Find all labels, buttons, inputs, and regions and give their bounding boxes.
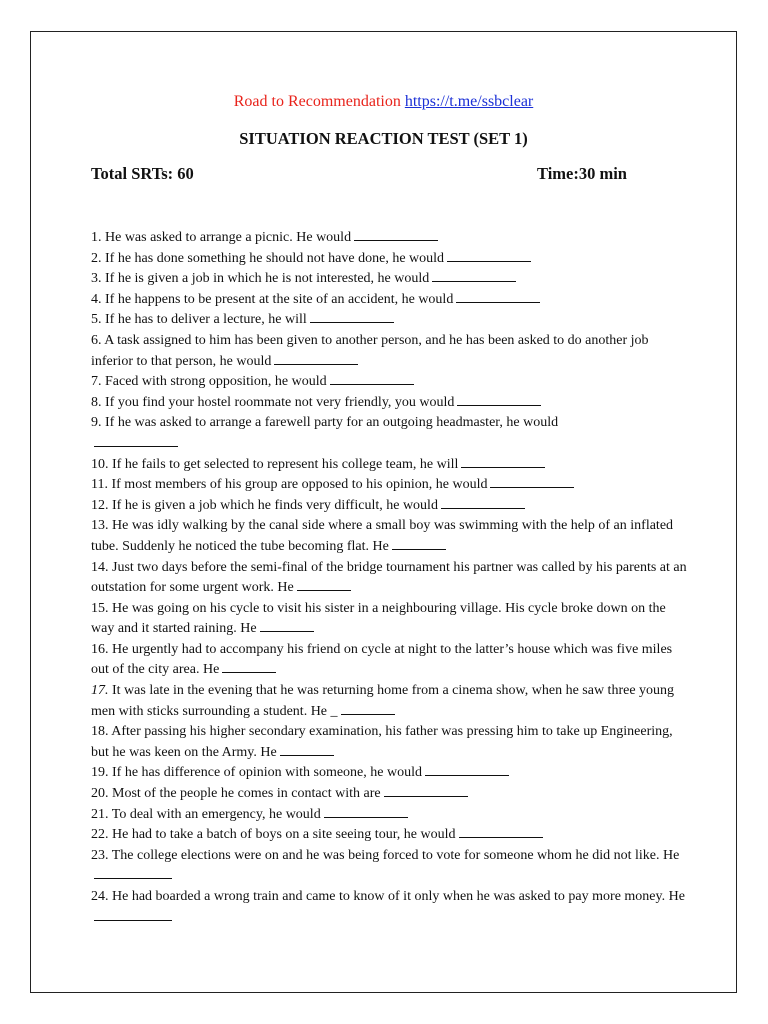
answer-blank (392, 537, 446, 550)
question-text: 6. A task assigned to him has been given to another person, and he has been asked to do another job inferior to that person, he would (91, 332, 649, 369)
answer-blank (222, 660, 276, 673)
answer-blank (432, 269, 516, 282)
question-item (91, 372, 691, 393)
question-text: 3. If he is given a job in which he is not interested, he would (91, 271, 430, 287)
answer-blank (94, 866, 172, 879)
question-item (91, 516, 691, 557)
question-item (91, 784, 691, 805)
answer-blank (354, 228, 438, 241)
question-item (91, 310, 691, 331)
question-text: 19. If he has difference of opinion with someone, he would (91, 765, 422, 781)
answer-blank (461, 455, 545, 468)
question-text: 15. He was going on his cycle to visit his sister in a neighbouring village. His cycle broke down on the way and it started raining. He (91, 600, 666, 637)
question-text: 11. If most members of his group are opposed to his opinion, he would (91, 477, 488, 493)
answer-blank (94, 434, 178, 447)
header-prefix: Road to Recommendation (233, 93, 401, 110)
question-item (91, 825, 691, 846)
question-item (91, 640, 691, 681)
question-text: 21. To deal with an emergency, he would (91, 806, 321, 822)
time-limit: Time:30 min (537, 164, 627, 183)
question-item (91, 249, 691, 270)
answer-blank (280, 743, 334, 756)
question-item (91, 846, 691, 887)
answer-blank (457, 393, 541, 406)
question-item (91, 393, 691, 414)
answer-blank (447, 249, 531, 262)
question-item (91, 269, 691, 290)
answer-blank (274, 352, 358, 365)
question-text: 2. If he has done something he should not have done, he would (91, 250, 445, 266)
question-item (91, 558, 691, 599)
question-item (91, 805, 691, 826)
answer-blank (456, 290, 540, 303)
page-title: SITUATION REACTION TEST (SET 1) (239, 129, 528, 148)
total-srts: Total SRTs: 60 (91, 164, 194, 183)
question-text: 1. He was asked to arrange a picnic. He would (91, 230, 352, 245)
question-item (91, 413, 691, 454)
question-item (91, 681, 691, 722)
question-text: 13. He was idly walking by the canal side where a small boy was swimming with the help of an inflated tube. Suddenly he noticed the tube becoming flat. He (91, 518, 674, 554)
answer-blank (297, 578, 351, 591)
document-page (30, 31, 737, 993)
question-text: 7. Faced with strong opposition, he would (91, 374, 327, 390)
answer-blank (384, 784, 468, 797)
question-item (91, 228, 691, 249)
question-text: 20. Most of the people he comes in contact with are (91, 786, 381, 802)
question-item (91, 496, 691, 517)
question-item (91, 475, 691, 496)
answer-blank (441, 496, 525, 509)
question-text: 24. He had boarded a wrong train and came to know of it only when he was asked to pay more money. He (91, 889, 685, 904)
telegram-link[interactable]: https://t.me/ssbclear (404, 93, 534, 110)
answer-blank (341, 702, 395, 715)
answer-blank (330, 372, 414, 385)
question-text: 23. The college elections were on and he was being forced to vote for someone whom he did not like. He (91, 847, 680, 863)
answer-blank (324, 805, 408, 818)
answer-blank (490, 475, 574, 488)
question-item (91, 599, 691, 640)
question-text: 12. If he is given a job which he finds very difficult, he would (91, 497, 438, 513)
question-text: 14. Just two days before the semi-final of the bridge tournament his partner was called by his parents at an outstation for some urgent work. He (91, 559, 687, 596)
question-text: 4. If he happens to be present at the site of an accident, he would (91, 291, 454, 307)
question-text: 8. If you find your hostel roommate not very friendly, you would (91, 394, 455, 410)
answer-blank (425, 763, 509, 776)
question-item (91, 763, 691, 784)
question-list (91, 228, 691, 928)
question-text: 9. If he was asked to arrange a farewell party for an outgoing headmaster, he would (91, 415, 559, 431)
answer-blank (459, 825, 543, 838)
header-line (31, 93, 736, 111)
question-item (91, 331, 691, 372)
answer-blank (310, 310, 394, 323)
question-item (91, 887, 691, 928)
question-text: 22. He had to take a batch of boys on a site seeing tour, he would (91, 827, 456, 843)
question-item (91, 722, 691, 763)
question-text: 18. After passing his higher secondary examination, his father was pressing him to take up Engineering, but he was keen on the Army. He (91, 724, 673, 760)
answer-blank (260, 619, 314, 632)
question-number: 17. (91, 683, 109, 699)
question-text: 16. He urgently had to accompany his friend on cycle at night to the latter’s house which was five miles out of the city area. He (91, 641, 673, 678)
question-item (91, 290, 691, 311)
question-item (91, 455, 691, 476)
question-text: It was late in the evening that he was returning home from a cinema show, when he saw three young men with sticks surrounding a student. He _ (91, 683, 675, 719)
question-text: 5. If he has to deliver a lecture, he will (91, 312, 307, 328)
answer-blank (94, 908, 172, 921)
question-text: 10. If he fails to get selected to represent his college team, he will (91, 456, 459, 472)
